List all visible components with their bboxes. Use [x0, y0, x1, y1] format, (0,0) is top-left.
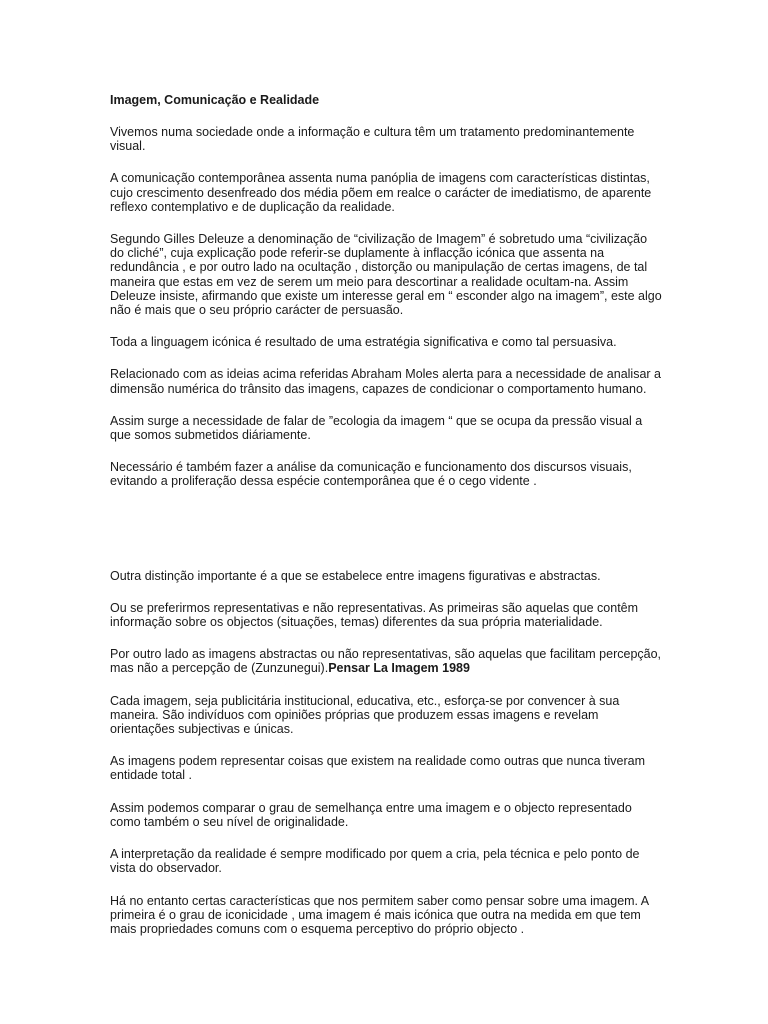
paragraph: Outra distinção importante é a que se estabelece entre imagens figurativas e abstractas. [110, 568, 601, 583]
paragraph: A interpretação da realidade é sempre modificado por quem a cria, pela técnica e pelo ponto de vista do observador. [110, 847, 640, 876]
paragraph: Relacionado com as ideias acima referidas Abraham Moles alerta para a necessidade de analisar a dimensão numérica do trânsito das imagens, capazes de condicionar o comportamento humano. [110, 367, 662, 396]
citation-paragraph [110, 647, 662, 675]
paragraph: Cada imagem, seja publicitária institucional, educativa, etc., esforça-se por convencer à sua maneira. São indivíduos com opiniões próprias que produzem essas imagens e revelam orientações subjectivas e únicas. [110, 693, 620, 737]
paragraph: Ou se preferirmos representativas e não representativas. As primeiras são aquelas que contêm informação sobre os objectos (situações, temas) diferentes da sua própria materialidade. [110, 600, 639, 630]
paragraph: A comunicação contemporânea assenta numa panóplia de imagens com características distintas, cujo crescimento desenfreado dos média põem em realce o carácter de imediatismo, de aparente reflexo contemplativo e de duplicação da realidade. [110, 171, 652, 214]
blank-space [110, 507, 662, 569]
paragraph: Necessário é também fazer a análise da comunicação e funcionamento dos discursos visuais, evitando a proliferação dessa espécie contemporânea que é o cego vidente . [110, 460, 632, 489]
paragraph: Segundo Gilles Deleuze a denominação de “civilização de Imagem” é sobretudo uma “civilização do cliché”, cuja explicação pode referir-se duplamente à inflacção icónica que assenta na redundância , e por outro lado na ocultação , distorção ou manipulação de certas imagens, de tal maneira que estas em vez de serem um meio para descortinar a realidade ocultam-na. Assim Deleuze insiste, afirmando que existe um interesse geral em “ esconder algo na imagem”, este algo não é mais que o seu próprio carácter de persuasão. [110, 232, 662, 318]
paragraph: Vivemos numa sociedade onde a informação e cultura têm um tratamento predominantemente visual. [110, 125, 635, 154]
paragraph: Assim surge a necessidade de falar de ”ecologia da imagem “ que se ocupa da pressão visual a que somos submetidos diáriamente. [110, 413, 643, 443]
paragraph: Toda a linguagem icónica é resultado de uma estratégia significativa e como tal persuasiva. [110, 335, 617, 350]
paragraph: Assim podemos comparar o grau de semelhança entre uma imagem e o objecto representado como também o seu nível de originalidade. [110, 800, 632, 829]
paragraph: Há no entanto certas características que nos permitem saber como pensar sobre uma imagem. A primeira é o grau de iconicidade , uma imagem é mais icónica que outra na medida em que tem mais propriedades comuns com o esquema perceptivo do próprio objecto . [110, 893, 649, 936]
document-page [110, 93, 662, 954]
book-reference: Pensar La Imagem 1989 [328, 661, 470, 676]
paragraph: As imagens podem representar coisas que existem na realidade como outras que nunca tiveram entidade total . [110, 754, 646, 783]
document-title: Imagem, Comunicação e Realidade [110, 93, 320, 107]
citation-text: Por outro lado as imagens abstractas ou não representativas, são aquelas que facilitam percepção, mas não a percepção de (Zunzunegui). [110, 647, 662, 676]
